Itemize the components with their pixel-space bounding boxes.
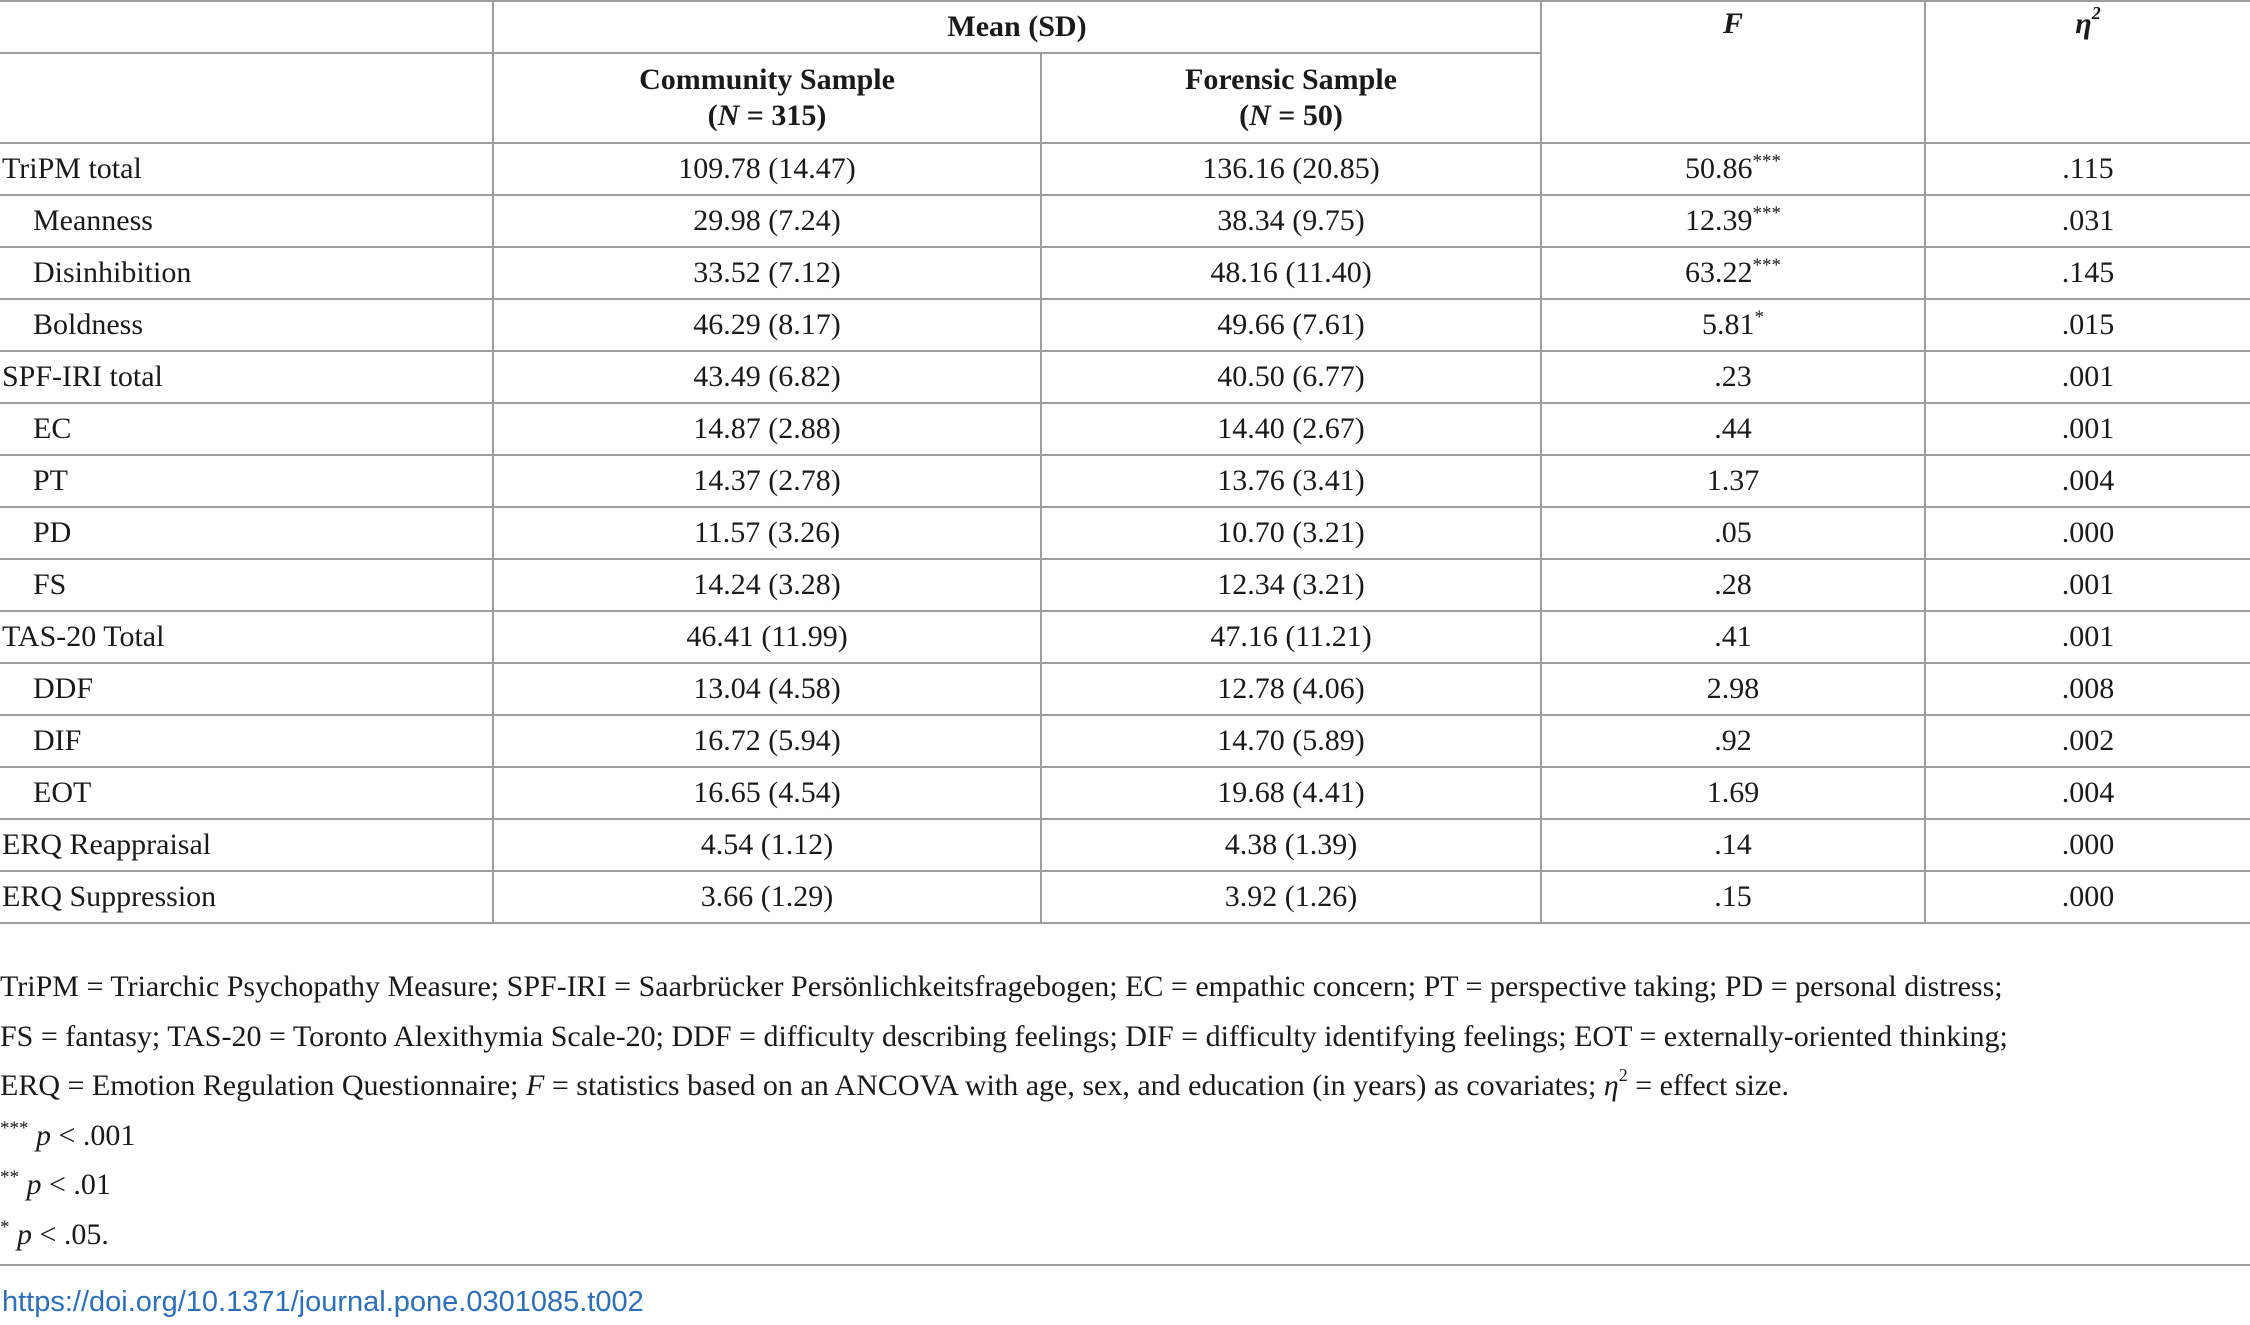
significance-note-01: ** p < .01: [0, 1167, 111, 1201]
f-value: .41: [1714, 620, 1752, 653]
forensic-value: 49.66 (7.61): [1041, 299, 1541, 351]
f-value: .28: [1714, 568, 1752, 601]
community-value: 46.29 (8.17): [493, 299, 1041, 351]
table-row: [0, 819, 2250, 871]
row-label: FS: [0, 559, 493, 611]
table-row: [0, 247, 2250, 299]
community-value: 14.24 (3.28): [493, 559, 1041, 611]
eta-squared-value: .004: [1925, 455, 2250, 507]
row-label: DIF: [0, 715, 493, 767]
forensic-value: 40.50 (6.77): [1041, 351, 1541, 403]
header-empty-cell: [0, 1, 493, 53]
eta-squared-value: .145: [1925, 247, 2250, 299]
abbreviations-line-1: TriPM = Triarchic Psychopathy Measure; SPF-IRI = Saarbrücker Persönlichkeitsfragebogen; EC = empathic concern; PT = perspective taking; PD = personal distress;: [0, 970, 2003, 1003]
row-label: Boldness: [0, 299, 493, 351]
table-row: [0, 403, 2250, 455]
f-statistic: [1541, 455, 1925, 507]
eta-squared-header: $\eta^2$: [1925, 1, 2250, 143]
f-statistic: [1541, 819, 1925, 871]
community-value: 16.65 (4.54): [493, 767, 1041, 819]
eta-squared-value: .115: [1925, 143, 2250, 195]
significance-stars: ***: [1752, 151, 1781, 172]
community-value: 14.37 (2.78): [493, 455, 1041, 507]
f-statistic: [1541, 871, 1925, 923]
forensic-value: 14.40 (2.67): [1041, 403, 1541, 455]
f-statistic: [1541, 195, 1925, 247]
table-row: [0, 507, 2250, 559]
forensic-value: 14.70 (5.89): [1041, 715, 1541, 767]
row-label: TriPM total: [0, 143, 493, 195]
forensic-value: 38.34 (9.75): [1041, 195, 1541, 247]
significance-note-001: *** p < .001: [0, 1117, 136, 1152]
f-value: 1.37: [1706, 464, 1760, 497]
table-notes: [0, 962, 2250, 1259]
row-label: TAS-20 Total: [0, 611, 493, 663]
table-row: [0, 455, 2250, 507]
f-value: .23: [1714, 360, 1752, 393]
row-label: EOT: [0, 767, 493, 819]
table-row: [0, 351, 2250, 403]
eta-squared-value: .001: [1925, 351, 2250, 403]
header-label-cell: [0, 53, 493, 143]
eta-squared-value: .000: [1925, 819, 2250, 871]
community-value: 109.78 (14.47): [493, 143, 1041, 195]
row-label: SPF-IRI total: [0, 351, 493, 403]
community-value: 4.54 (1.12): [493, 819, 1041, 871]
row-label: Meanness: [0, 195, 493, 247]
f-header: F: [1541, 1, 1925, 143]
community-value: 43.49 (6.82): [493, 351, 1041, 403]
table-row: [0, 663, 2250, 715]
community-value: 33.52 (7.12): [493, 247, 1041, 299]
community-value: 11.57 (3.26): [493, 507, 1041, 559]
header-row-1: [0, 1, 2250, 53]
eta-squared-value: .002: [1925, 715, 2250, 767]
table-row: [0, 715, 2250, 767]
row-label: PD: [0, 507, 493, 559]
row-label: Disinhibition: [0, 247, 493, 299]
community-value: 14.87 (2.88): [493, 403, 1041, 455]
forensic-value: 48.16 (11.40): [1041, 247, 1541, 299]
significance-stars: ***: [1752, 255, 1781, 276]
community-value: 16.72 (5.94): [493, 715, 1041, 767]
f-value: .92: [1714, 724, 1752, 757]
f-value: 63.22: [1685, 256, 1753, 289]
community-value: 46.41 (11.99): [493, 611, 1041, 663]
forensic-value: 10.70 (3.21): [1041, 507, 1541, 559]
f-value: .44: [1714, 412, 1752, 445]
forensic-value: 4.38 (1.39): [1041, 819, 1541, 871]
eta-squared-value: .000: [1925, 871, 2250, 923]
forensic-value: 12.78 (4.06): [1041, 663, 1541, 715]
significance-note-05: * p < .05.: [0, 1216, 109, 1251]
forensic-value: 136.16 (20.85): [1041, 143, 1541, 195]
f-statistic: [1541, 143, 1925, 195]
eta-squared-value: .000: [1925, 507, 2250, 559]
f-value: 1.69: [1706, 776, 1760, 809]
doi-link[interactable]: https://doi.org/10.1371/journal.pone.0301085.t002: [2, 1286, 644, 1318]
row-label: ERQ Suppression: [0, 871, 493, 923]
f-statistic: [1541, 715, 1925, 767]
table-row: [0, 767, 2250, 819]
row-label: ERQ Reappraisal: [0, 819, 493, 871]
f-statistic: [1541, 507, 1925, 559]
eta-squared-value: .001: [1925, 559, 2250, 611]
forensic-value: 47.16 (11.21): [1041, 611, 1541, 663]
community-value: 29.98 (7.24): [493, 195, 1041, 247]
f-value: 50.86: [1685, 152, 1753, 185]
community-sample-header: Community Sample (N = 315): [493, 53, 1041, 143]
eta-squared-value: .008: [1925, 663, 2250, 715]
f-value: 2.98: [1706, 672, 1760, 705]
row-label: PT: [0, 455, 493, 507]
forensic-value: 3.92 (1.26): [1041, 871, 1541, 923]
f-value: 5.81: [1702, 308, 1755, 341]
f-statistic: [1541, 247, 1925, 299]
abbreviations-line-3: ERQ = Emotion Regulation Questionnaire; F = statistics based on an ANCOVA with age, sex, and education (in years) as covariates; $\eta^2$ = effect size.: [0, 1065, 1789, 1102]
f-value: 12.39: [1685, 204, 1753, 237]
f-statistic: [1541, 559, 1925, 611]
f-statistic: [1541, 403, 1925, 455]
eta-squared-value: .001: [1925, 611, 2250, 663]
f-statistic: [1541, 299, 1925, 351]
community-value: 3.66 (1.29): [493, 871, 1041, 923]
forensic-sample-header: Forensic Sample (N = 50): [1041, 53, 1541, 143]
table-row: [0, 195, 2250, 247]
table-row: [0, 143, 2250, 195]
forensic-value: 13.76 (3.41): [1041, 455, 1541, 507]
row-label: EC: [0, 403, 493, 455]
table-row: [0, 871, 2250, 923]
f-statistic: [1541, 611, 1925, 663]
forensic-value: 12.34 (3.21): [1041, 559, 1541, 611]
row-label: DDF: [0, 663, 493, 715]
mean-sd-header: Mean (SD): [493, 1, 1541, 53]
eta-squared-value: .031: [1925, 195, 2250, 247]
f-value: .14: [1714, 828, 1752, 861]
significance-stars: *: [1754, 307, 1764, 328]
forensic-value: 19.68 (4.41): [1041, 767, 1541, 819]
community-value: 13.04 (4.58): [493, 663, 1041, 715]
f-value: .05: [1714, 516, 1752, 549]
f-statistic: [1541, 767, 1925, 819]
f-statistic: [1541, 351, 1925, 403]
f-statistic: [1541, 663, 1925, 715]
table-row: [0, 559, 2250, 611]
table-row: [0, 299, 2250, 351]
eta-squared-value: .004: [1925, 767, 2250, 819]
footer-divider: [0, 1264, 2250, 1266]
eta-squared-value: .015: [1925, 299, 2250, 351]
abbreviations-line-2: FS = fantasy; TAS-20 = Toronto Alexithymia Scale-20; DDF = difficulty describing feelings; DIF = difficulty identifying feelings; EOT = externally-oriented thinking;: [0, 1019, 2008, 1053]
eta-squared-value: .001: [1925, 403, 2250, 455]
significance-stars: ***: [1752, 203, 1781, 224]
table-row: [0, 611, 2250, 663]
f-value: .15: [1714, 880, 1752, 913]
